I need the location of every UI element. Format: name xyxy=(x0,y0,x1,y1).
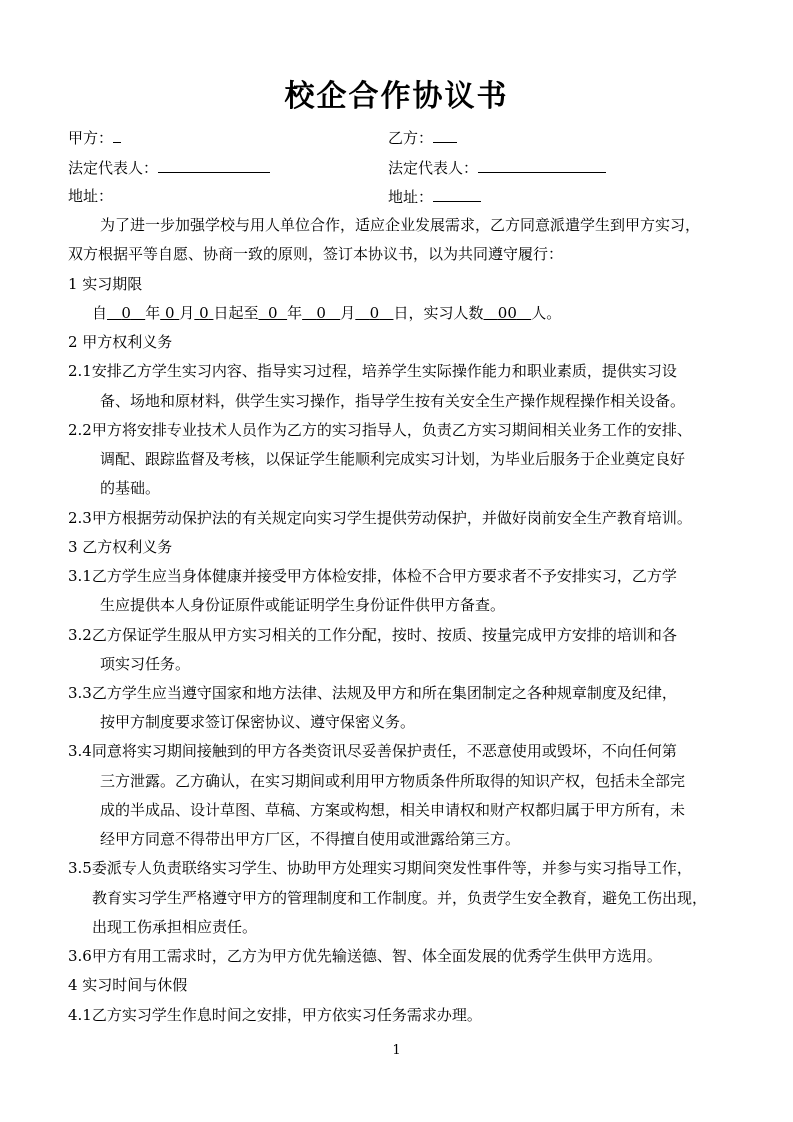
section-1-heading: 1 实习期限 xyxy=(68,275,143,293)
section-3-heading: 3 乙方权利义务 xyxy=(68,538,173,556)
clause-3-5: 3.5委派专人负责联络实习学生、协助甲方处理实习期间突发性事件等，并参与实习指导工作， xyxy=(68,859,692,877)
party-b-blank xyxy=(433,126,457,143)
party-a-rep-label: 法定代表人： xyxy=(68,159,159,177)
page-title: 校企合作协议书 xyxy=(284,79,509,114)
period-text: 年 xyxy=(287,304,303,322)
party-a-label: 甲方： xyxy=(68,129,114,147)
clause-2-1-cont: 备、场地和原材料，供学生实习操作，指导学生按有关安全生产操作规程操作相关设备。 xyxy=(100,392,686,410)
party-a-rep xyxy=(68,156,270,179)
clause-2-3: 2.3甲方根据劳动保护法的有关规定向实习学生提供劳动保护，并做好岗前安全生产教育培训。 xyxy=(68,509,692,527)
clause-2-2: 2.2甲方将安排专业技术人员作为乙方的实习指导人，负责乙方实习期间相关业务工作的安排、 xyxy=(68,421,692,439)
clause-3-1: 3.1乙方学生应当身体健康并接受甲方体检安排，体检不合甲方要求者不予安排实习，乙方学 xyxy=(68,567,677,585)
clause-3-2-cont: 项实习任务。 xyxy=(100,655,191,673)
period-text: 月 xyxy=(340,304,356,322)
intro-line-1: 为了进一步加强学校与用人单位合作，适应企业发展需求，乙方同意派遣学生到甲方实习， xyxy=(100,216,701,234)
party-a-blank xyxy=(113,126,121,143)
clause-3-5-cont: 出现工伤承担相应责任。 xyxy=(92,918,258,936)
party-a xyxy=(68,126,121,149)
party-b-address xyxy=(388,185,481,208)
clause-3-2: 3.2乙方保证学生服从甲方实习相关的工作分配，按时、按质、按量完成甲方安排的培训和各 xyxy=(68,626,677,644)
clause-3-5-cont: 教育实习学生严格遵守甲方的管理制度和工作制度。并，负责学生安全教育，避免工伤出现， xyxy=(92,889,708,907)
start-month: 0 xyxy=(164,304,175,322)
party-b-address-label: 地址： xyxy=(388,188,434,206)
start-year: 0 xyxy=(121,304,131,322)
period-text: 日起至 xyxy=(213,304,259,322)
party-b-rep xyxy=(388,156,606,179)
end-month: 0 xyxy=(316,304,326,322)
period-text: 年 xyxy=(145,304,161,322)
party-a-rep-blank xyxy=(158,156,270,173)
end-year: 0 xyxy=(268,304,278,322)
clause-3-4-cont: 三方泄露。乙方确认，在实习期间或利用甲方物质条件所取得的知识产权，包括未全部完 xyxy=(100,772,686,790)
end-day: 0 xyxy=(369,304,380,322)
clause-3-4-cont: 成的半成品、设计草图、草稿、方案或构想，相关申请权和财产权都归属于甲方所有，未 xyxy=(100,801,686,819)
internship-period-line xyxy=(92,302,561,324)
party-b xyxy=(388,126,457,149)
clause-2-2-cont: 调配、跟踪监督及考核，以保证学生能顺利完成实习计划，为毕业后服务于企业奠定良好 xyxy=(100,450,686,468)
party-a-address xyxy=(68,185,113,207)
intro-line-2: 双方根据平等自愿、协商一致的原则，签订本协议书，以为共同遵守履行： xyxy=(68,245,564,263)
party-a-address-label: 地址： xyxy=(68,187,114,205)
clause-3-3: 3.3乙方学生应当遵守国家和地方法律、法规及甲方和所在集团制定之各种规章制度及纪律， xyxy=(68,684,677,702)
period-text: 月 xyxy=(179,304,195,322)
clause-2-2-cont: 的基础。 xyxy=(100,479,161,497)
intern-count: 00 xyxy=(497,304,517,322)
clause-2-1: 2.1安排乙方学生实习内容、指导实习过程，培养学生实际操作能力和职业素质，提供实习设 xyxy=(68,362,677,380)
party-b-rep-blank xyxy=(478,156,606,173)
period-text: 日，实习人数 xyxy=(393,304,484,322)
clause-3-3-cont: 按甲方制度要求签订保密协议、遵守保密义务。 xyxy=(100,713,416,731)
party-b-address-blank xyxy=(433,185,481,202)
clause-3-1-cont: 生应提供本人身份证原件或能证明学生身份证件供甲方备查。 xyxy=(100,596,506,614)
section-4-heading: 4 实习时间与休假 xyxy=(68,976,188,994)
period-text: 自 xyxy=(92,304,108,322)
party-b-rep-label: 法定代表人： xyxy=(388,159,479,177)
section-2-heading: 2 甲方权利义务 xyxy=(68,333,173,351)
start-day: 0 xyxy=(199,304,209,322)
party-b-label: 乙方： xyxy=(388,129,434,147)
clause-3-4-cont: 经甲方同意不得带出甲方厂区，不得擅自使用或泄露给第三方。 xyxy=(100,830,521,848)
clause-3-4: 3.4同意将实习期间接触到的甲方各类资讯尽妥善保护责任，不恶意使用或毁坏，不向任何第 xyxy=(68,742,677,760)
page-number: 1 xyxy=(392,1043,401,1058)
clause-3-6: 3.6甲方有用工需求时，乙方为甲方优先输送德、智、体全面发展的优秀学生供甲方选用。 xyxy=(68,947,662,965)
clause-4-1: 4.1乙方实习学生作息时间之安排，甲方依实习任务需求办理。 xyxy=(68,1006,482,1024)
period-text: 人。 xyxy=(531,304,562,322)
